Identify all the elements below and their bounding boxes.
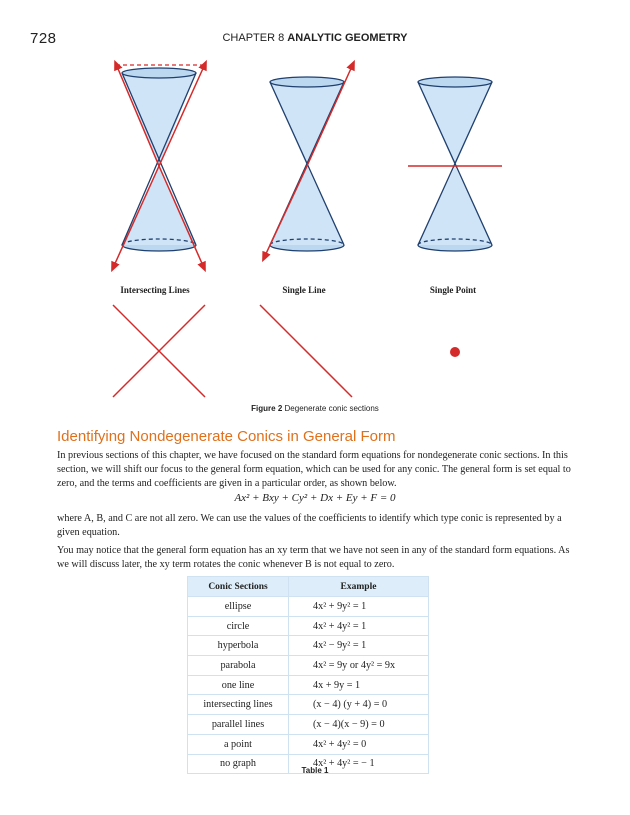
conic-examples-table bbox=[187, 576, 429, 774]
table-row bbox=[188, 715, 429, 735]
page-number: 728 bbox=[30, 30, 57, 47]
cell-conic: hyperbola bbox=[188, 636, 289, 656]
cell-example: 4x² + 4y² = 0 bbox=[289, 734, 429, 754]
degenerate-conics-figure bbox=[0, 0, 630, 400]
table-row bbox=[188, 636, 429, 656]
general-form-equation: Ax² + Bxy + Cy² + Dx + Ey + F = 0 bbox=[234, 492, 396, 504]
paragraph-xy-term: You may notice that the general form equation has an xy term that we have not seen in any of the standard form equations. As we will discuss later, the xy term rotates the conic whenever B is not equal to zero. bbox=[57, 545, 570, 571]
chapter-prefix: CHAPTER 8 bbox=[222, 32, 285, 44]
table-row bbox=[188, 695, 429, 715]
table-row bbox=[188, 656, 429, 676]
table-row bbox=[188, 734, 429, 754]
intersecting-lines-graph bbox=[113, 305, 205, 397]
table-row bbox=[188, 675, 429, 695]
cell-example: (x − 4) (y + 4) = 0 bbox=[289, 695, 429, 715]
paragraph-intro: In previous sections of this chapter, we have focused on the standard form equations for nondegenerate conic sections. In this section, we will shift our focus to the general form equation, which can be used for any conic. The general form is set equal to zero, and the terms and coefficients are given in a particular order, as shown below. bbox=[57, 450, 571, 490]
label-single-point: Single Point bbox=[429, 285, 477, 295]
cell-conic: parabola bbox=[188, 656, 289, 676]
figure-caption bbox=[0, 404, 630, 413]
cell-conic: no graph bbox=[188, 754, 289, 774]
figure-caption-text: Degenerate conic sections bbox=[284, 404, 379, 413]
label-single-line: Single Line bbox=[282, 285, 326, 295]
double-cone-intersecting bbox=[113, 64, 205, 268]
table-caption: Table 1 bbox=[301, 766, 329, 775]
section-title: Identifying Nondegenerate Conics in General Form bbox=[57, 428, 396, 445]
cell-example: 4x² + 4y² = 1 bbox=[289, 616, 429, 636]
double-cone-single-point bbox=[408, 77, 502, 251]
table-row bbox=[188, 597, 429, 617]
table-header-row bbox=[188, 577, 429, 597]
cell-conic: a point bbox=[188, 734, 289, 754]
header-example: Example bbox=[289, 577, 429, 597]
single-line-graph bbox=[260, 305, 352, 397]
paragraph-coefficients: where A, B, and C are not all zero. We can use the values of the coefficients to identify which type conic is represented by a given equation. bbox=[57, 513, 562, 539]
cell-conic: parallel lines bbox=[188, 715, 289, 735]
cell-conic: circle bbox=[188, 616, 289, 636]
cell-conic: one line bbox=[188, 675, 289, 695]
cell-example: 4x² = 9y or 4y² = 9x bbox=[289, 656, 429, 676]
cell-example: 4x² + 9y² = 1 bbox=[289, 597, 429, 617]
double-cone-single-line bbox=[264, 64, 353, 258]
header-conic-sections: Conic Sections bbox=[188, 577, 289, 597]
cell-conic: ellipse bbox=[188, 597, 289, 617]
cell-example: 4x² − 9y² = 1 bbox=[289, 636, 429, 656]
cell-example: 4x² + 4y² = − 1 bbox=[289, 754, 429, 774]
cell-example: (x − 4)(x − 9) = 0 bbox=[289, 715, 429, 735]
label-intersecting-lines: Intersecting Lines bbox=[120, 285, 190, 295]
single-point-graph bbox=[450, 347, 460, 357]
figure-caption-label: Figure 2 bbox=[251, 404, 283, 413]
chapter-title: ANALYTIC GEOMETRY bbox=[287, 32, 408, 44]
cell-conic: intersecting lines bbox=[188, 695, 289, 715]
cell-example: 4x + 9y = 1 bbox=[289, 675, 429, 695]
table-row bbox=[188, 616, 429, 636]
